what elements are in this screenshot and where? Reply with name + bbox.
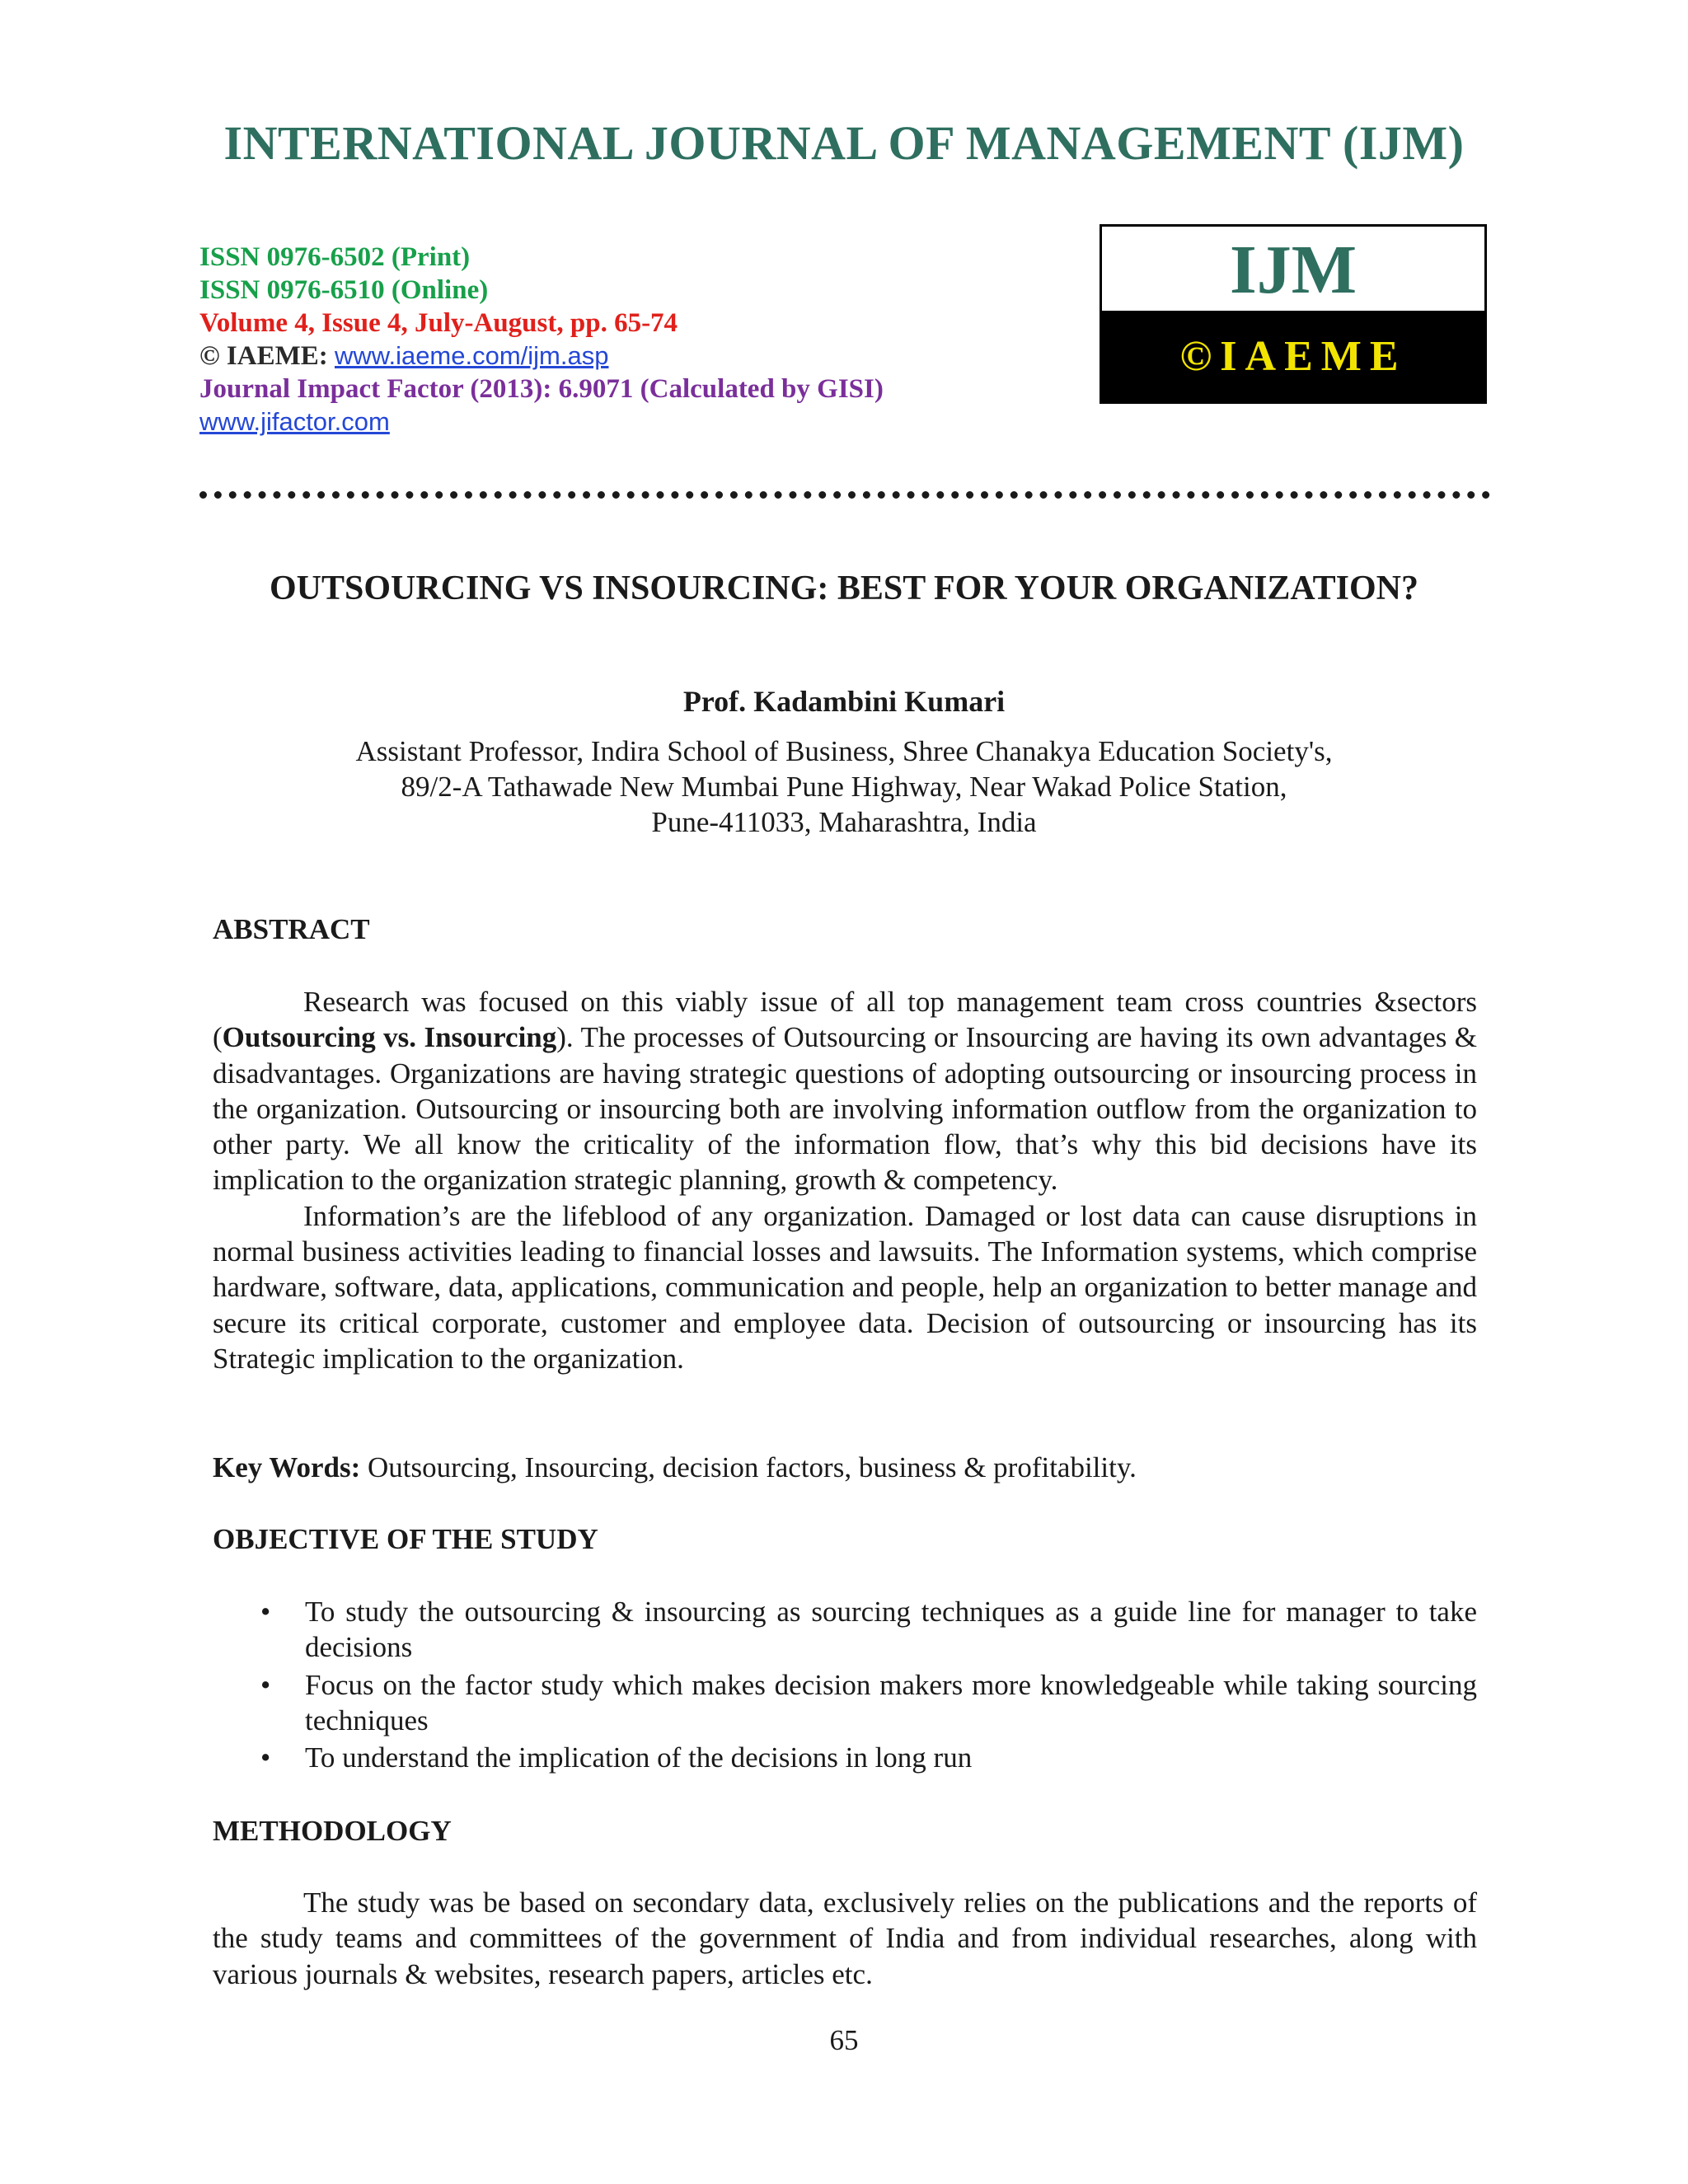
keywords-text: Outsourcing, Insourcing, decision factors, business & profitability. bbox=[360, 1451, 1137, 1483]
abstract-body bbox=[213, 984, 1477, 1376]
list-item bbox=[213, 1740, 1477, 1775]
objective-heading: OBJECTIVE OF THE STUDY bbox=[213, 1523, 598, 1555]
list-item-text: Focus on the factor study which makes decision makers more knowledgeable while taking sourcing techniques bbox=[305, 1668, 1477, 1736]
logo-title: IJM bbox=[1230, 231, 1357, 308]
keywords-label: Key Words: bbox=[213, 1451, 361, 1483]
iaeme-label: © IAEME: bbox=[199, 341, 335, 371]
methodology-heading: METHODOLOGY bbox=[213, 1815, 452, 1847]
jifactor-link[interactable]: www.jifactor.com bbox=[199, 407, 390, 436]
bullet-icon: • bbox=[260, 1596, 271, 1628]
keywords bbox=[213, 1450, 1477, 1485]
abstract-heading: ABSTRACT bbox=[213, 913, 370, 945]
dotted-divider bbox=[199, 491, 1490, 499]
abstract-paragraph-2: Information’s are the lifeblood of any organization. Damaged or lost data can cause disruptions in normal business activities leading to financial losses and lawsuits. The Information systems, which comprise hardware, software, data, applications, communication and people, help an organization to better manage and secure its critical corporate, customer and employee data. Decision of outsourcing or insourcing has its Strategic implication to the organization. bbox=[213, 1199, 1477, 1375]
ijm-logo bbox=[1100, 224, 1487, 404]
affiliation-line: Pune-411033, Maharashtra, India bbox=[651, 806, 1037, 838]
list-item-text: To understand the implication of the decisions in long run bbox=[305, 1741, 973, 1774]
author-name: Prof. Kadambini Kumari bbox=[682, 685, 1006, 718]
methodology-body bbox=[213, 1885, 1477, 1992]
list-item bbox=[213, 1667, 1477, 1739]
methodology-paragraph: The study was be based on secondary data, exclusively relies on the publications and the reports of the study teams and committees of the government of India and from individual researches, along with various journals & websites, research papers, articles etc. bbox=[213, 1886, 1477, 1990]
volume-issue: Volume 4, Issue 4, July-August, pp. 65-74 bbox=[199, 308, 678, 338]
issn-online: ISSN 0976-6510 (Online) bbox=[199, 275, 489, 305]
issn-print: ISSN 0976-6502 (Print) bbox=[199, 242, 471, 272]
affiliation-line: 89/2-A Tathawade New Mumbai Pune Highway, Near Wakad Police Station, bbox=[401, 771, 1287, 803]
iaeme-line bbox=[199, 340, 884, 373]
iaeme-link[interactable]: www.iaeme.com/ijm.asp bbox=[335, 341, 609, 370]
abstract-paragraph-1 bbox=[213, 984, 1477, 1198]
impact-factor: Journal Impact Factor (2013): 6.9071 (Calculated by GISI) bbox=[199, 374, 884, 404]
author-affiliation bbox=[0, 733, 1688, 840]
list-item-text: To study the outsourcing & insourcing as sourcing techniques as a guide line for manager to take decisions bbox=[305, 1596, 1477, 1664]
page-number: 65 bbox=[829, 2024, 859, 2056]
journal-meta bbox=[199, 241, 884, 438]
journal-title: INTERNATIONAL JOURNAL OF MANAGEMENT (IJM) bbox=[223, 116, 1465, 170]
paper-title: OUTSOURCING VS INSOURCING: BEST FOR YOUR ORGANIZATION? bbox=[270, 569, 1418, 607]
objective-list bbox=[213, 1594, 1477, 1777]
abstract-text: ). The processes of Outsourcing or Insourcing are having its own advantages & disadvantages. Organizations are having strategic questions of adopting outsourcing or insourcing process in the organization. Outsourcing or insourcing both are involving information outflow from the organization to other party. We all know the criticality of the information flow, that’s why this bid decisions have its implication to the organization strategic planning, growth & competency. bbox=[213, 1021, 1477, 1197]
abstract-emphasis: Outsourcing vs. Insourcing bbox=[222, 1021, 557, 1054]
affiliation-line: Assistant Professor, Indira School of Business, Shree Chanakya Education Society's, bbox=[355, 735, 1333, 767]
logo-publisher: ©IAEME bbox=[1102, 311, 1484, 401]
abstract-text: Research was focused on this viably issue of all top management team cross countries &sectors ( bbox=[213, 986, 1477, 1054]
bullet-icon: • bbox=[260, 1668, 271, 1701]
list-item bbox=[213, 1594, 1477, 1666]
bullet-icon: • bbox=[260, 1741, 271, 1774]
